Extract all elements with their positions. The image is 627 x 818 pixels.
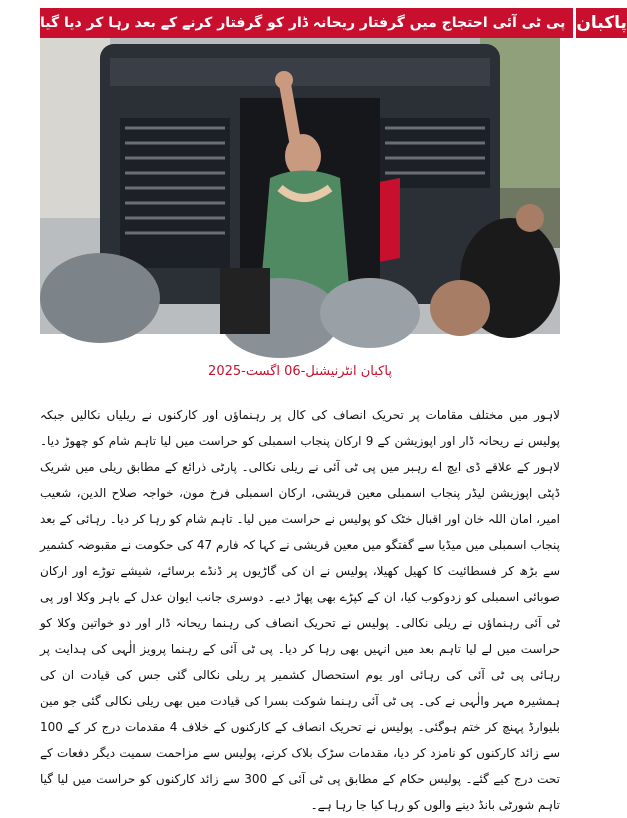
headline: پی ٹی آئی احتجاج میں گرفتار ریحانہ ڈار کو گرفتار کرنے کے بعد رہا کر دیا گیا — [40, 8, 573, 38]
byline: پاکبان انٹرنیشنل-06 اگست-2025 — [208, 364, 392, 379]
news-photo — [40, 38, 560, 334]
header-bar — [40, 8, 627, 38]
brand-logo: پاکبان — [573, 8, 627, 38]
article-body: لاہور میں مختلف مقامات پر تحریک انصاف کی کال پر رہنماؤں اور کارکنوں نے ریلیاں نکالیں جبکہ پولیس نے ریحانہ ڈار اور اپوزیشن کے 9 ارکان پنجاب اسمبلی کو حراست میں لیا تاہم شام کو چھوڑ دیا۔ لاہور کے علاقے ڈی ایچ اے رہبر میں پی ٹی آئی نے ریلی نکالی۔ پارٹی ذرائع کے مطابق ریلی میں شریک ڈپٹی اپوزیشن لیڈر پنجاب اسمبلی معین قریشی، ارکان اسمبلی فرخ مون، خواجہ صلاح الدین، شعیب امیر، امان اللہ خان اور اقبال خٹک کو پولیس نے حراست میں لیا۔ تاہم شام کو رہا کر دیا۔ رہائی کے بعد پنجاب اسمبلی میں میڈیا سے گفتگو میں معین قریشی نے کہا کہ فارم 47 کی حکومت نے مقبوضہ کشمیر سے بڑھ کر فسطائیت کا کھیل کھیلا، پولیس نے ان کی گاڑیوں پر ڈنڈے برسائے، شیشے توڑے اور ارکان صوبائی اسمبلی کو زدوکوب کیا، ان کے کپڑے بھی پھاڑ دیے۔ دوسری جانب ایوان عدل کے باہر وکلا اور پی ٹی آئی رہنماؤں نے ریلی نکالی۔ پولیس نے تحریک انصاف کی رہنما ریحانہ ڈار اور دو خواتین وکلا کو حراست میں لے لیا تاہم بعد میں انہیں بھی رہا کر دیا۔ پی ٹی آئی کے رہنما پرویز الٰہی کی ہدایت پر رہائی پی ٹی آئی کی رہائی اور یوم استحصال کشمیر پر ریلی نکالی گئی جس کی قیادت ان کی ہمشیرہ مہر والٰہی نے کی۔ پی ٹی آئی رہنما شوکت بسرا کی قیادت میں بھی ریلی نکالی گئی جو مین بلیوارڈ پہنچ کر ختم ہوگئی۔ پولیس نے تحریک انصاف کے کارکنوں کے خلاف 4 مقدمات درج کر کے 100 سے زائد کارکنوں کو نامزد کر دیا، مقدمات سڑک بلاک کرنے، پولیس سے مزاحمت سمیت دیگر دفعات کے تحت درج کیے گئے۔ پولیس حکام کے مطابق پی ٹی آئی کے 300 سے زائد کارکنوں کو حراست میں لیا گیا تاہم شورٹی بانڈ دینے والوں کو رہا کیا جا رہا ہے۔ — [40, 408, 560, 812]
